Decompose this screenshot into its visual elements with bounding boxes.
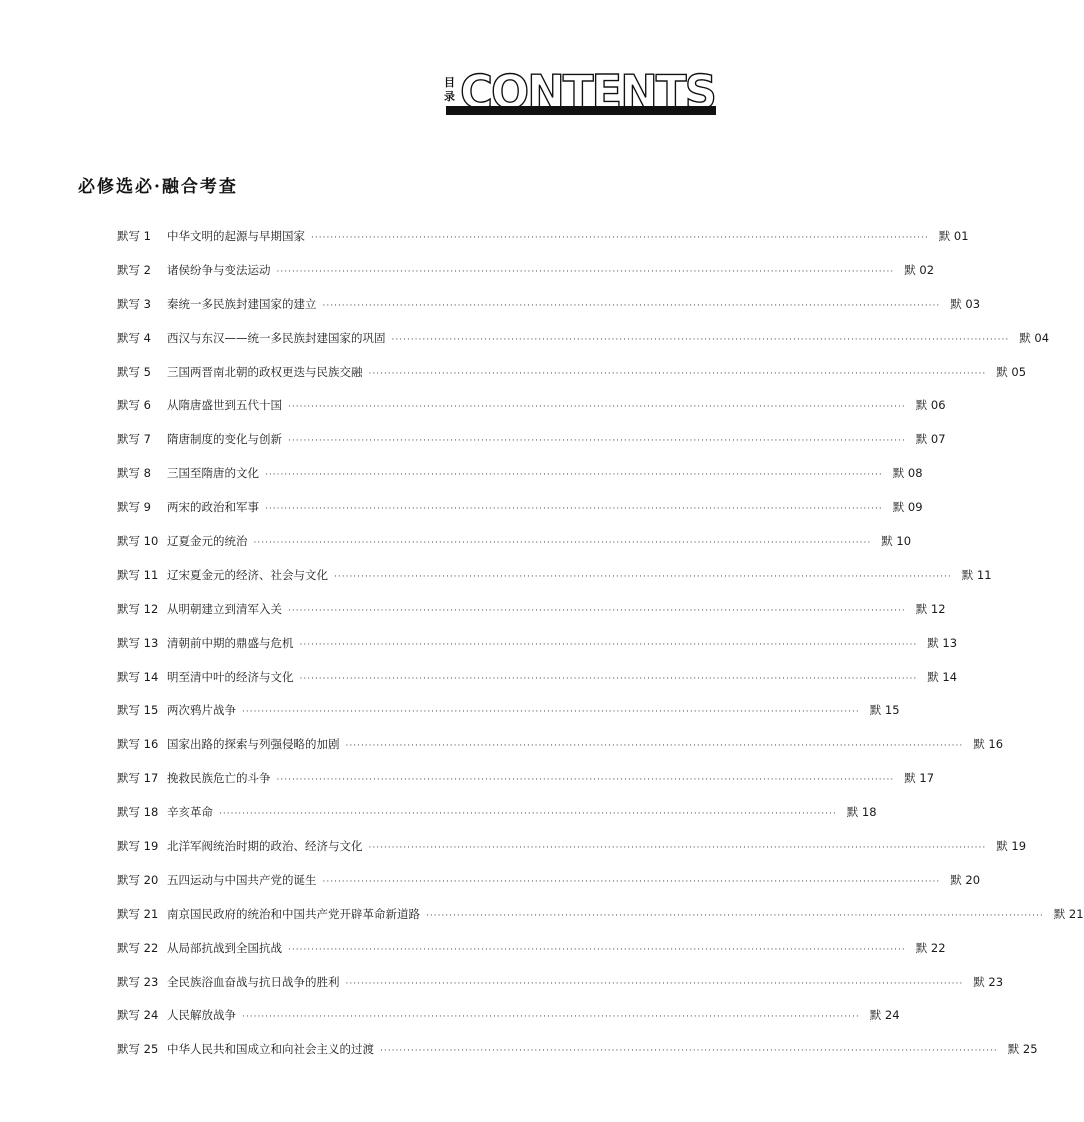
- entry-page: 默 10: [881, 534, 912, 549]
- contents-logo: [440, 66, 720, 118]
- entry-title: 挽救民族危亡的斗争: [167, 771, 271, 786]
- entry-page: 默 12: [915, 601, 946, 616]
- dot-leader: ································································································································································: [242, 707, 860, 718]
- dot-leader: ································································································································································: [426, 910, 1044, 921]
- entry-number: 默写 3: [117, 296, 151, 311]
- dot-leader: ································································································································································: [311, 233, 929, 243]
- toc-entry[interactable]: [117, 296, 981, 330]
- entry-number: 默写 14: [117, 669, 159, 684]
- entry-page: 默 11: [961, 567, 992, 582]
- entry-title: 两次鸦片战争: [167, 703, 236, 718]
- toc-entry[interactable]: [117, 364, 1027, 398]
- entry-title: 诸侯纷争与变法运动: [167, 262, 271, 277]
- entry-page: 默 05: [996, 364, 1027, 379]
- dot-leader: ································································································································································: [288, 605, 906, 616]
- dot-leader: ································································································································································: [265, 470, 883, 481]
- entry-title: 三国至隋唐的文化: [167, 466, 259, 481]
- entry-page: 默 02: [904, 262, 935, 277]
- entry-number: 默写 7: [117, 432, 151, 447]
- entry-title: 西汉与东汉——统一多民族封建国家的巩固: [167, 330, 386, 345]
- toc-entry[interactable]: [117, 804, 877, 838]
- dot-leader: ································································································································································: [253, 538, 872, 549]
- entry-page: 默 21: [1053, 906, 1084, 921]
- dot-leader: ································································································································································: [380, 1046, 998, 1057]
- entry-page: 默 22: [915, 940, 946, 955]
- entry-number: 默写 15: [117, 703, 159, 718]
- entry-page: 默 19: [996, 839, 1027, 854]
- entry-title: 清朝前中期的鼎盛与危机: [167, 635, 294, 650]
- toc-entry[interactable]: [117, 567, 992, 601]
- entry-title: 从局部抗战到全国抗战: [167, 940, 282, 955]
- dot-leader: ································································································································································: [299, 673, 918, 684]
- toc-entry[interactable]: [117, 940, 946, 974]
- logo-word: CONTENTS: [460, 65, 715, 119]
- entry-number: 默写 18: [117, 805, 159, 820]
- toc-entry[interactable]: [117, 702, 900, 736]
- logo-cn-2: 录: [444, 90, 455, 103]
- toc-entry[interactable]: [117, 330, 1050, 364]
- dot-leader: ································································································································································: [322, 876, 941, 887]
- entry-number: 默写 19: [117, 839, 159, 854]
- toc-entry[interactable]: [117, 431, 946, 465]
- entry-page: 默 13: [927, 635, 958, 650]
- toc-entry[interactable]: [117, 1007, 900, 1041]
- dot-leader: ································································································································································: [322, 300, 941, 311]
- entry-number: 默写 4: [117, 330, 151, 345]
- entry-number: 默写 8: [117, 466, 151, 481]
- entry-title: 辛亥革命: [167, 805, 213, 820]
- entry-page: 默 25: [1007, 1042, 1038, 1057]
- entry-title: 从明朝建立到清军入关: [167, 601, 282, 616]
- dot-leader: ································································································································································: [345, 741, 964, 752]
- toc-entry[interactable]: [117, 397, 946, 431]
- entry-title: 三国两晋南北朝的政权更迭与民族交融: [167, 364, 363, 379]
- entry-number: 默写 24: [117, 1008, 159, 1023]
- entry-number: 默写 22: [117, 940, 159, 955]
- toc-entry[interactable]: [117, 499, 923, 533]
- entry-page: 默 04: [1019, 330, 1050, 345]
- entry-number: 默写 2: [117, 262, 151, 277]
- dot-leader: ································································································································································: [288, 944, 906, 955]
- entry-number: 默写 13: [117, 635, 159, 650]
- entry-page: 默 14: [927, 669, 958, 684]
- dot-leader: ································································································································································: [299, 639, 918, 650]
- entry-number: 默写 12: [117, 601, 159, 616]
- entry-number: 默写 23: [117, 974, 159, 989]
- entry-page: 默 16: [973, 737, 1004, 752]
- section-title: 必修选必·融合考查: [78, 177, 238, 197]
- table-of-contents: [117, 228, 1084, 1075]
- entry-title: 南京国民政府的统治和中国共产党开辟革命新道路: [167, 906, 420, 921]
- dot-leader: ································································································································································: [276, 775, 895, 786]
- entry-number: 默写 10: [117, 534, 159, 549]
- entry-title: 北洋军阀统治时期的政治、经济与文化: [167, 839, 363, 854]
- entry-page: 默 07: [915, 432, 946, 447]
- entry-number: 默写 1: [117, 229, 151, 243]
- entry-number: 默写 20: [117, 872, 159, 887]
- entry-title: 辽宋夏金元的经济、社会与文化: [167, 567, 328, 582]
- entry-number: 默写 11: [117, 567, 159, 582]
- entry-number: 默写 6: [117, 398, 151, 413]
- toc-entry[interactable]: [117, 228, 969, 262]
- entry-page: 默 24: [869, 1008, 900, 1023]
- entry-page: 默 18: [846, 805, 877, 820]
- toc-entry[interactable]: [117, 770, 935, 804]
- entry-title: 中华文明的起源与早期国家: [167, 229, 305, 243]
- dot-leader: ································································································································································: [276, 266, 895, 277]
- entry-page: 默 17: [904, 771, 935, 786]
- entry-title: 辽夏金元的统治: [167, 534, 248, 549]
- entry-number: 默写 16: [117, 737, 159, 752]
- dot-leader: ································································································································································: [219, 809, 837, 820]
- entry-page: 默 03: [950, 296, 981, 311]
- entry-title: 两宋的政治和军事: [167, 500, 259, 515]
- entry-title: 从隋唐盛世到五代十国: [167, 398, 282, 413]
- dot-leader: ································································································································································: [334, 571, 952, 582]
- toc-entry[interactable]: [117, 601, 946, 635]
- toc-entry[interactable]: [117, 838, 1027, 872]
- toc-entry[interactable]: [117, 465, 923, 499]
- dot-leader: ································································································································································: [242, 1012, 860, 1023]
- entry-number: 默写 25: [117, 1042, 159, 1057]
- toc-entry[interactable]: [117, 669, 958, 703]
- dot-leader: ································································································································································: [265, 504, 883, 515]
- logo-cn-1: 目: [444, 76, 455, 89]
- toc-entry[interactable]: [117, 533, 912, 567]
- toc-entry[interactable]: [117, 974, 1004, 1008]
- dot-leader: ································································································································································: [391, 334, 1010, 345]
- toc-entry[interactable]: [117, 736, 1004, 770]
- entry-page: 默 15: [869, 703, 900, 718]
- entry-number: 默写 9: [117, 500, 151, 515]
- dot-leader: ································································································································································: [368, 843, 987, 854]
- entry-page: 默 08: [892, 466, 923, 481]
- toc-entry[interactable]: [117, 262, 935, 296]
- entry-title: 五四运动与中国共产党的诞生: [167, 872, 317, 887]
- entry-title: 人民解放战争: [167, 1008, 236, 1023]
- dot-leader: ································································································································································: [368, 368, 987, 379]
- entry-title: 隋唐制度的变化与创新: [167, 432, 282, 447]
- toc-entry[interactable]: [117, 1041, 1038, 1075]
- entry-page: 默 23: [973, 974, 1004, 989]
- toc-entry[interactable]: [117, 872, 981, 906]
- entry-number: 默写 17: [117, 771, 159, 786]
- dot-leader: ································································································································································: [288, 402, 906, 413]
- entry-title: 全民族浴血奋战与抗日战争的胜利: [167, 974, 340, 989]
- entry-title: 明至清中叶的经济与文化: [167, 669, 294, 684]
- toc-entry[interactable]: [117, 906, 1084, 940]
- entry-page: 默 06: [915, 398, 946, 413]
- dot-leader: ································································································································································: [288, 436, 906, 447]
- entry-title: 秦统一多民族封建国家的建立: [167, 296, 317, 311]
- entry-page: 默 01: [938, 229, 969, 243]
- entry-page: 默 20: [950, 872, 981, 887]
- dot-leader: ································································································································································: [345, 978, 964, 989]
- entry-title: 中华人民共和国成立和向社会主义的过渡: [167, 1042, 374, 1057]
- entry-page: 默 09: [892, 500, 923, 515]
- entry-number: 默写 21: [117, 906, 159, 921]
- toc-entry[interactable]: [117, 635, 958, 669]
- entry-title: 国家出路的探索与列强侵略的加剧: [167, 737, 340, 752]
- entry-number: 默写 5: [117, 364, 151, 379]
